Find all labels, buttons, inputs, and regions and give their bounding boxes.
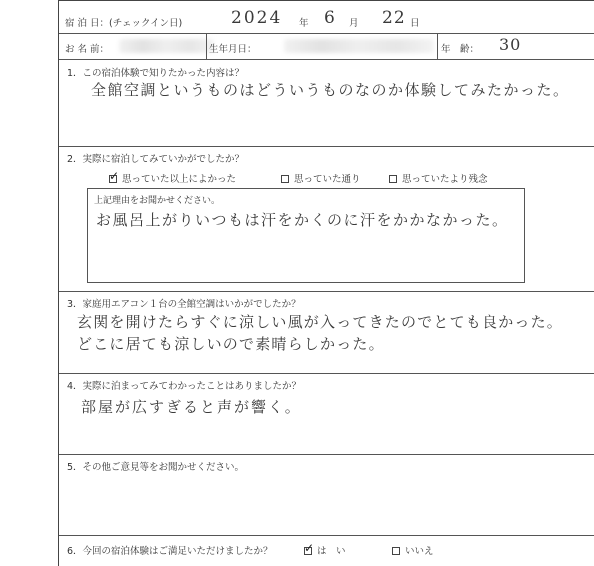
row-divider bbox=[59, 535, 594, 536]
column-divider bbox=[206, 33, 207, 59]
question-2-label: 2．実際に宿泊してみていかがでしたか？ bbox=[67, 154, 245, 165]
option-better-than-expected bbox=[109, 171, 236, 185]
question-4-answer: 部屋が広すぎると声が響く。 bbox=[81, 398, 302, 416]
checkbox-better-than-expected[interactable] bbox=[109, 169, 120, 183]
row-divider bbox=[59, 33, 594, 34]
question-4-label: 4．実際に泊まってみてわかったことはありましたか？ bbox=[67, 381, 302, 392]
redacted-birth-date bbox=[284, 39, 434, 53]
option-label: いいえ bbox=[405, 546, 434, 557]
age-label: 年 齢： bbox=[441, 44, 480, 55]
checkin-date-label: 宿 泊 日：(チェックイン日) bbox=[65, 18, 183, 29]
column-divider bbox=[437, 33, 438, 59]
day-label: 日 bbox=[410, 18, 420, 29]
checkmark-icon: ✓ bbox=[109, 169, 120, 183]
option-yes bbox=[304, 543, 346, 557]
checkbox-worse-than-expected[interactable] bbox=[389, 175, 397, 183]
row-divider bbox=[59, 454, 594, 455]
reason-label: 上記理由をお聞かせください。 bbox=[94, 196, 221, 206]
row-divider bbox=[59, 291, 594, 292]
question-5-label: 5．その他ご意見等をお聞かせください。 bbox=[67, 462, 245, 473]
age-value: 30 bbox=[499, 35, 522, 54]
row-divider bbox=[59, 59, 594, 60]
question-1-label: 1．この宿泊体験で知りたかった内容は？ bbox=[67, 68, 245, 79]
option-label: 思っていた通り bbox=[294, 174, 361, 185]
checkbox-as-expected[interactable] bbox=[281, 175, 289, 183]
option-label: 思っていた以上によかった bbox=[122, 174, 237, 185]
checkbox-yes[interactable] bbox=[304, 541, 315, 555]
checkin-month-value: 6 bbox=[324, 8, 338, 28]
survey-form bbox=[58, 0, 594, 566]
checkmark-icon: ✓ bbox=[304, 541, 315, 555]
row-divider bbox=[59, 373, 594, 374]
redacted-name bbox=[119, 39, 214, 53]
checkin-year-value: 2024 bbox=[231, 8, 283, 28]
option-worse-than-expected bbox=[389, 171, 488, 185]
question-3-label: 3．家庭用エアコン１台の全館空調はいかがでしたか？ bbox=[67, 299, 301, 310]
year-label: 年 bbox=[299, 18, 309, 29]
checkbox-no[interactable] bbox=[392, 547, 400, 555]
row-divider bbox=[59, 146, 594, 147]
question-1-answer: 全館空調というものはどういうものなのか体験してみたかった。 bbox=[91, 81, 570, 99]
question-2-answer: お風呂上がりいつもは汗をかくのに汗をかかなかった。 bbox=[96, 211, 509, 229]
option-label: は い bbox=[317, 546, 346, 557]
question-3-answer-line-1: 玄関を開けたらすぐに涼しい風が入ってきたのでとても良かった。 bbox=[77, 313, 564, 331]
month-label: 月 bbox=[349, 18, 359, 29]
option-no bbox=[392, 543, 434, 557]
option-as-expected bbox=[281, 171, 361, 185]
option-label: 思っていたより残念 bbox=[402, 174, 488, 185]
name-label: お 名 前： bbox=[65, 44, 110, 55]
question-6-label: 6．今回の宿泊体験はご満足いただけましたか？ bbox=[67, 546, 273, 557]
checkin-day-value: 22 bbox=[382, 8, 406, 28]
question-3-answer-line-2: どこに居ても涼しいので素晴らしかった。 bbox=[77, 335, 385, 353]
reason-box bbox=[87, 188, 525, 283]
birth-date-label: 生年月日： bbox=[209, 44, 257, 55]
